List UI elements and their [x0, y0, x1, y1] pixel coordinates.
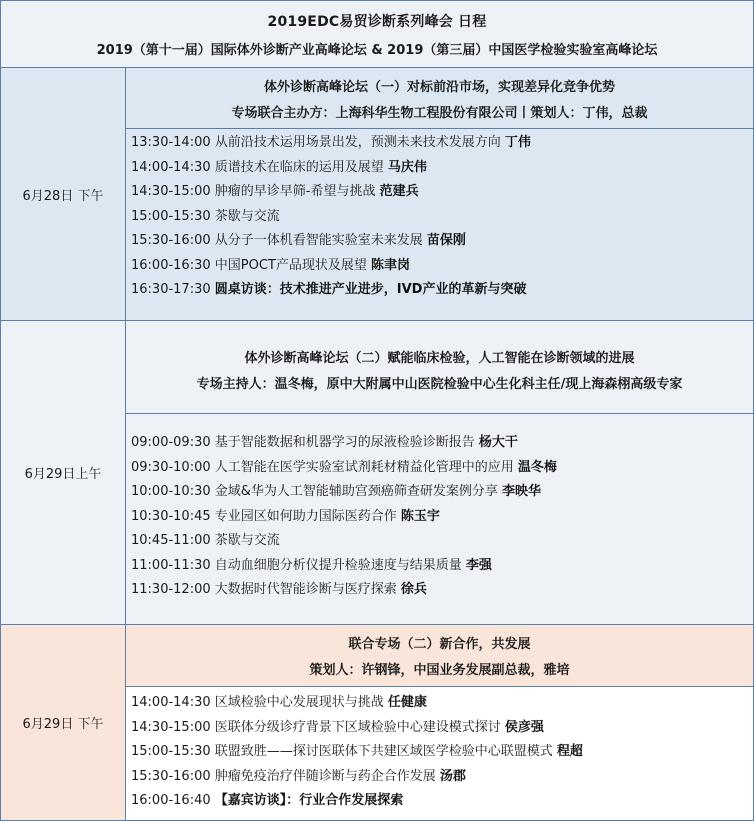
session-speaker: 李强 — [465, 557, 492, 573]
block-date: 6月29日上午 — [0, 321, 126, 625]
session-row — [131, 529, 753, 554]
session-block-2 — [0, 321, 754, 625]
session-time: 16:00-16:30 — [131, 257, 211, 273]
session-topic: 大数据时代智能诊断与医疗探索 — [214, 582, 397, 597]
session-time: 14:30-15:00 — [131, 184, 211, 199]
session-time: 15:30-16:00 — [131, 768, 211, 784]
session-time: 15:00-15:30 — [131, 208, 211, 224]
session-row — [131, 789, 753, 814]
session-topic: 联盟致胜——探讨医联体下共建区域医学检验中心联盟模式 — [214, 744, 553, 759]
schedule-subtitle: 2019（第十一届）国际体外诊断产业高峰论坛 & 2019（第三届）中国医学检验实验室高峰论坛 — [96, 42, 658, 58]
session-topic: 中国POCT产品现状及展望 — [214, 257, 367, 273]
session-speaker: 范建兵 — [379, 184, 419, 199]
session-row — [131, 456, 753, 481]
block-title-line2: 专场主持人：温冬梅，原中大附属中山医院检验中心生化科主任/现上海森栩高级专家 — [196, 376, 683, 392]
session-time: 09:00-09:30 — [131, 435, 211, 450]
session-topic: 金域&华为人工智能辅助宫颈癌筛查研发案例分享 — [214, 484, 498, 499]
session-speaker: 杨大干 — [478, 435, 518, 450]
session-topic: 人工智能在医学实验室试剂耗材精益化管理中的应用 — [214, 459, 514, 475]
session-row — [131, 254, 753, 279]
session-speaker: 温冬梅 — [517, 459, 557, 475]
session-block-3 — [0, 625, 754, 821]
block-title-line1: 体外诊断高峰论坛（一）对标前沿市场，实现差异化竞争优势 — [263, 79, 615, 95]
block-date: 6月29日 下午 — [0, 625, 126, 821]
session-topic: 质谱技术在临床的运用及展望 — [214, 159, 384, 175]
session-time: 14:00-14:30 — [131, 695, 211, 710]
block-title-line1: 体外诊断高峰论坛（二）赋能临床检验，人工智能在诊断领域的进展 — [244, 350, 635, 366]
session-topic: 基于智能数据和机器学习的尿液检验诊断报告 — [214, 435, 475, 450]
session-topic: 茶歇与交流 — [214, 533, 280, 548]
session-speaker: 徐兵 — [400, 582, 427, 597]
session-speaker: 李映华 — [502, 484, 542, 499]
session-time: 14:00-14:30 — [131, 159, 211, 175]
session-speaker: 侯彦强 — [504, 719, 544, 735]
session-time: 11:00-11:30 — [131, 557, 211, 573]
block-title — [126, 625, 754, 687]
session-topic: 茶歇与交流 — [214, 208, 280, 224]
session-row — [131, 480, 753, 505]
session-topic: 区域检验中心发展现状与挑战 — [214, 695, 384, 710]
session-time: 10:00-10:30 — [131, 484, 211, 499]
session-list — [126, 687, 754, 821]
session-speaker: 苗保刚 — [426, 233, 466, 248]
session-row — [131, 765, 753, 790]
session-topic: 医联体分级诊疗背景下区域检验中心建设模式探讨 — [214, 719, 501, 735]
session-topic: 从分子一体机看智能实验室未来发展 — [214, 233, 423, 248]
session-speaker: 陈玉宇 — [400, 508, 440, 524]
block-title-line2: 专场联合主办方：上海科华生物工程股份有限公司丨策划人：丁伟，总裁 — [231, 105, 648, 121]
session-speaker: 马庆伟 — [387, 159, 427, 175]
session-time: 15:00-15:30 — [131, 744, 211, 759]
session-time: 13:30-14:00 — [131, 135, 211, 150]
session-block-1 — [0, 68, 754, 321]
session-speaker: 丁伟 — [504, 135, 531, 150]
session-topic: 肿瘤的早诊早筛-希望与挑战 — [214, 184, 376, 199]
session-topic: 自动血细胞分析仪提升检验速度与结果质量 — [214, 557, 462, 573]
session-row — [131, 431, 753, 456]
schedule-header — [0, 0, 754, 68]
session-row — [131, 278, 753, 303]
session-row — [131, 578, 753, 603]
session-topic: 从前沿技术运用场景出发，预测未来技术发展方向 — [214, 135, 501, 150]
session-speaker: 汤郡 — [439, 768, 466, 784]
session-time: 10:30-10:45 — [131, 508, 211, 524]
session-row — [131, 180, 753, 205]
session-time: 15:30-16:00 — [131, 233, 211, 248]
session-row — [131, 505, 753, 530]
session-highlight: 【嘉宾访谈】：行业合作发展探索 — [214, 793, 404, 808]
session-speaker: 程超 — [556, 744, 583, 759]
block-title-line1: 联合专场（二）新合作，共发展 — [348, 637, 531, 652]
schedule-title: 2019EDC易贸诊断系列峰会 日程 — [267, 13, 487, 30]
session-row — [131, 205, 753, 230]
session-list — [126, 414, 754, 625]
block-title-line2: 策划人：许钢锋，中国业务发展副总裁，雅培 — [309, 663, 570, 678]
session-row — [131, 740, 753, 765]
session-row — [131, 554, 753, 579]
session-row — [131, 131, 753, 156]
session-speaker: 任健康 — [387, 695, 427, 710]
session-time: 11:30-12:00 — [131, 582, 211, 597]
session-time: 14:30-15:00 — [131, 719, 211, 735]
session-row — [131, 691, 753, 716]
session-row — [131, 156, 753, 181]
block-date: 6月28日 下午 — [0, 68, 126, 321]
session-speaker: 陈聿岗 — [371, 257, 411, 273]
session-list — [126, 129, 754, 321]
session-topic: 专业园区如何助力国际医药合作 — [214, 508, 397, 524]
block-title — [126, 321, 754, 414]
session-row — [131, 716, 753, 741]
session-time: 10:45-11:00 — [131, 533, 211, 548]
session-highlight: 圆桌访谈：技术推进产业进步，IVD产业的革新与突破 — [214, 282, 527, 297]
session-time: 16:30-17:30 — [131, 282, 211, 297]
session-topic: 肿瘤免疫治疗伴随诊断与药企合作发展 — [214, 768, 436, 784]
session-time: 16:00-16:40 — [131, 793, 211, 808]
session-time: 09:30-10:00 — [131, 459, 211, 475]
block-title — [126, 68, 754, 129]
session-row — [131, 229, 753, 254]
